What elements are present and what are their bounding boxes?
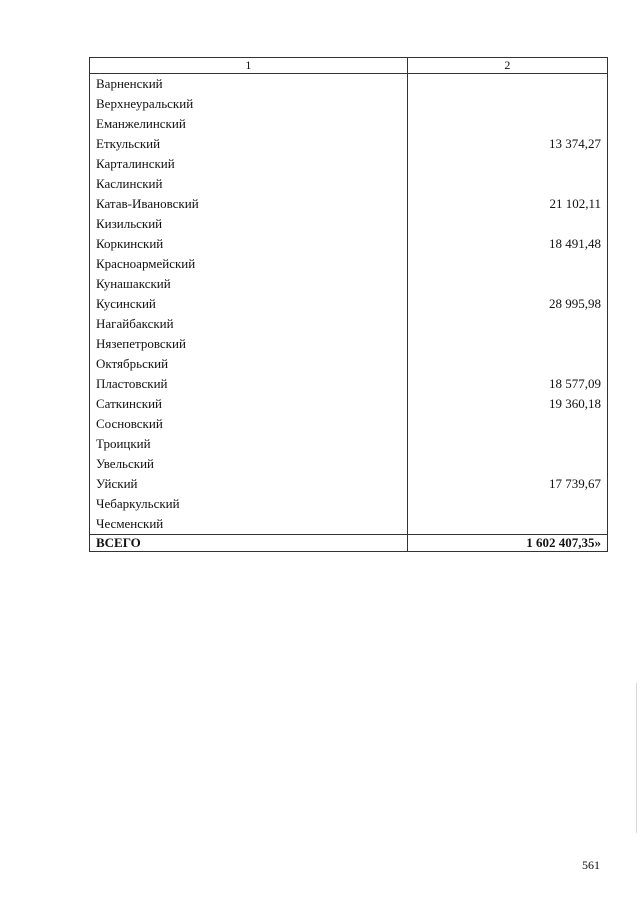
table-row (90, 434, 608, 454)
table-body (90, 74, 608, 552)
table-row (90, 414, 608, 434)
column-header-2: 2 (407, 58, 607, 74)
column-header-1: 1 (90, 58, 408, 74)
budget-table (89, 57, 608, 552)
district-name: Красноармейский (90, 254, 408, 274)
table-row (90, 274, 608, 294)
district-name: Саткинский (90, 394, 408, 414)
table-row (90, 74, 608, 95)
table-row (90, 354, 608, 374)
amount-value (407, 414, 607, 434)
amount-value (407, 354, 607, 374)
amount-value (407, 494, 607, 514)
amount-value: 18 491,48 (407, 234, 607, 254)
total-value: 1 602 407,35» (407, 535, 607, 552)
amount-value (407, 154, 607, 174)
table-row (90, 514, 608, 535)
table-row (90, 194, 608, 214)
amount-value (407, 74, 607, 95)
table-row (90, 474, 608, 494)
amount-value: 19 360,18 (407, 394, 607, 414)
district-name: Коркинский (90, 234, 408, 254)
district-name: Кизильский (90, 214, 408, 234)
district-name: Катав-Ивановский (90, 194, 408, 214)
district-name: Верхнеуральский (90, 94, 408, 114)
district-name: Кусинский (90, 294, 408, 314)
amount-value (407, 114, 607, 134)
district-name: Нязепетровский (90, 334, 408, 354)
table-row (90, 234, 608, 254)
district-name: Еманжелинский (90, 114, 408, 134)
district-name: Каслинский (90, 174, 408, 194)
amount-value: 13 374,27 (407, 134, 607, 154)
amount-value (407, 174, 607, 194)
table-row (90, 374, 608, 394)
amount-value (407, 274, 607, 294)
amount-value: 17 739,67 (407, 474, 607, 494)
district-name: Еткульский (90, 134, 408, 154)
district-name: Октябрьский (90, 354, 408, 374)
table-row (90, 154, 608, 174)
district-name: Троицкий (90, 434, 408, 454)
district-name: Пластовский (90, 374, 408, 394)
district-name: Увельский (90, 454, 408, 474)
table-row (90, 394, 608, 414)
total-row (90, 535, 608, 552)
table-row (90, 314, 608, 334)
table-row (90, 334, 608, 354)
table-header (90, 58, 608, 74)
table-row (90, 494, 608, 514)
district-name: Карталинский (90, 154, 408, 174)
table-row (90, 134, 608, 154)
district-name: Чесменский (90, 514, 408, 535)
table-row (90, 114, 608, 134)
district-name: Кунашакский (90, 274, 408, 294)
amount-value (407, 434, 607, 454)
table-row (90, 454, 608, 474)
amount-value (407, 214, 607, 234)
scan-edge-line (636, 683, 637, 833)
district-name: Чебаркульский (90, 494, 408, 514)
district-name: Варненский (90, 74, 408, 95)
district-name: Уйский (90, 474, 408, 494)
amount-value: 21 102,11 (407, 194, 607, 214)
header-row (90, 58, 608, 74)
table-row (90, 174, 608, 194)
amount-value (407, 94, 607, 114)
amount-value: 28 995,98 (407, 294, 607, 314)
amount-value (407, 254, 607, 274)
amount-value (407, 314, 607, 334)
table-row (90, 94, 608, 114)
table-row (90, 294, 608, 314)
amount-value (407, 514, 607, 535)
district-name: Сосновский (90, 414, 408, 434)
table-row (90, 214, 608, 234)
district-name: Нагайбакский (90, 314, 408, 334)
amount-value (407, 454, 607, 474)
amount-value (407, 334, 607, 354)
total-label: ВСЕГО (90, 535, 408, 552)
amount-value: 18 577,09 (407, 374, 607, 394)
table-row (90, 254, 608, 274)
page-number: 561 (582, 858, 600, 872)
